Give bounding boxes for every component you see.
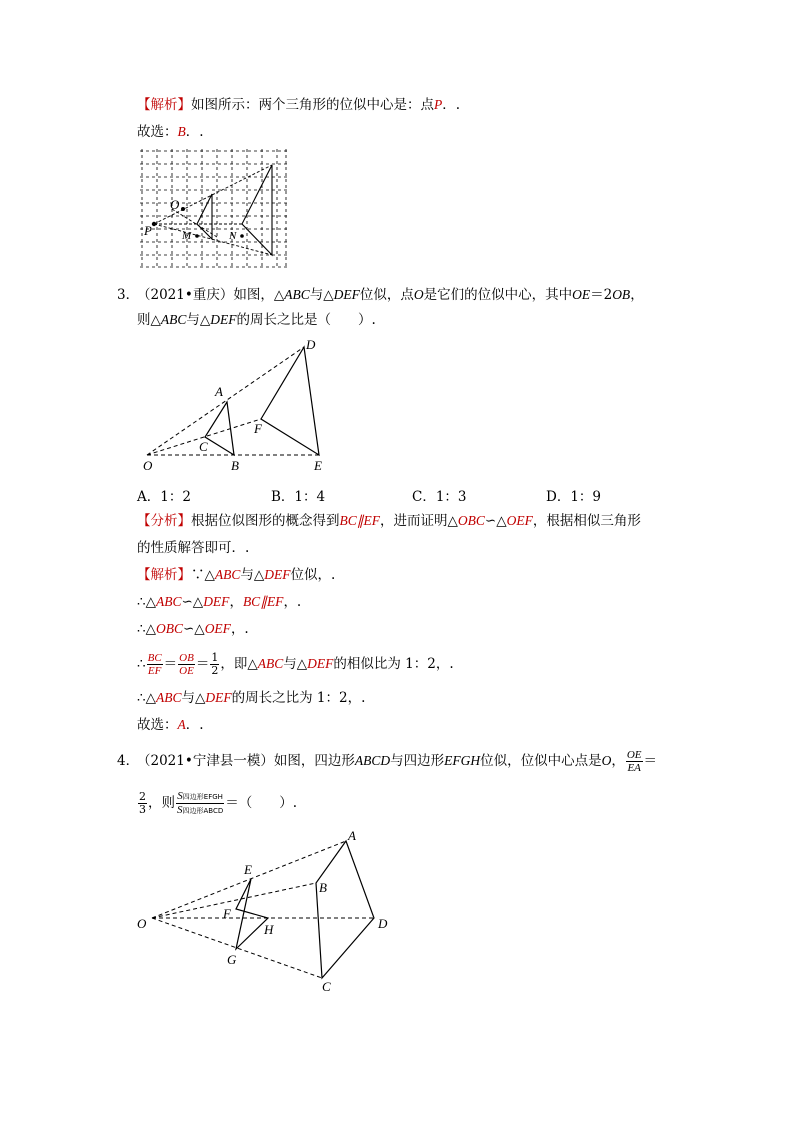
q3-solution-5: ∴△ABC与△DEF的周长之比为 1：2，.	[137, 690, 366, 706]
label-g: G	[227, 952, 237, 967]
grid-lines	[140, 149, 288, 269]
q4-number: 4．	[117, 753, 140, 769]
p1-analysis: 【解析】如图所示：两个三角形的位似中心是：点P．.	[137, 97, 461, 113]
label-d: D	[306, 337, 316, 352]
label-o: O	[170, 197, 180, 212]
grid-figure	[138, 147, 290, 271]
option-d[interactable]: D．1：9	[546, 489, 602, 505]
label-h: H	[264, 922, 274, 937]
fraction-oe-ea: $\frac{OE}{EA}$	[626, 749, 642, 774]
fraction-bc-ef: $\frac{BC}{EF}$	[147, 652, 162, 677]
label-b: B	[231, 458, 239, 473]
fraction-ob-oe: $\frac{OB}{OE}$	[179, 652, 194, 677]
option-c[interactable]: C．1：3	[412, 489, 467, 505]
label-c: C	[199, 439, 208, 454]
q3-stem-1: （2021•重庆）如图，△ABC与△DEF位似，点O是它们的位似中心，其中OE＝2OB，	[137, 287, 644, 303]
q3-triangles	[205, 347, 319, 455]
label-n: N	[229, 230, 237, 242]
q4-stem-1: （2021•宁津县一模）如图，四边形ABCD与四边形EFGH位似，位似中心点是O， $\frac{OE}{EA}$ ＝	[137, 749, 657, 774]
label-c: C	[322, 979, 331, 994]
option-a[interactable]: A．1：2	[137, 489, 191, 505]
label-p: P	[144, 223, 152, 238]
label-o: O	[137, 916, 147, 931]
q4-quadrilaterals	[236, 841, 374, 978]
point-m	[195, 234, 199, 238]
q3-solution-1: 【解析】∵△ABC与△DEF位似，.	[137, 567, 336, 583]
point-n	[240, 234, 244, 238]
label-e: E	[244, 862, 252, 877]
q3-solution-2: ∴△ABC∽△DEF，BC∥EF，.	[137, 594, 302, 610]
q3-analysis-1: 【分析】根据位似图形的概念得到BC∥EF，进而证明△OBC∽△OEF，根据相似三角形	[137, 513, 641, 529]
q3-choice: 故选：A．.	[137, 717, 204, 733]
label-d: D	[378, 916, 388, 931]
option-b[interactable]: B．1：4	[271, 489, 326, 505]
label-m: M	[182, 230, 192, 242]
label-b: B	[319, 880, 327, 895]
q4-stem-2: $\frac{2}{3}$ ，则 $\frac{\text{S四边形EFGH}}{\text{S四边形ABCD}}$ ＝（ ）.	[139, 790, 298, 816]
label-a: A	[215, 384, 223, 399]
q3-analysis-2: 的性质解答即可．.	[137, 540, 250, 556]
analysis-tag: 【解析】	[137, 97, 191, 113]
label-o: O	[143, 458, 153, 473]
q4-dashed-lines	[152, 841, 374, 978]
p1-choice: 故选：B．.	[137, 124, 204, 140]
label-e: E	[314, 458, 322, 473]
q3-figure	[138, 334, 338, 474]
point-p	[152, 222, 156, 226]
q3-solution-3: ∴△OBC∽△OEF，.	[137, 621, 249, 637]
fraction-one-half: $\frac{1}{2}$	[211, 651, 219, 677]
point-o	[181, 207, 185, 211]
label-f: F	[254, 421, 262, 436]
label-f: F	[223, 906, 231, 921]
label-a: A	[348, 828, 356, 843]
fraction-two-thirds: $\frac{2}{3}$	[139, 790, 146, 816]
q4-figure	[134, 828, 394, 998]
fraction-area-ratio: $\frac{\text{S四边形EFGH}}{\text{S四边形ABCD}}$	[177, 790, 224, 816]
q3-stem-2: 则△ABC与△DEF的周长之比是（ ）.	[137, 312, 376, 328]
q3-number: 3．	[117, 287, 140, 303]
q3-solution-4: ∴ $\frac{BC}{EF}$ ＝ $\frac{OB}{OE}$ ＝ $\frac{1}{2}$ ，即△ABC与△DEF的相似比为 1：2，.	[137, 651, 454, 677]
